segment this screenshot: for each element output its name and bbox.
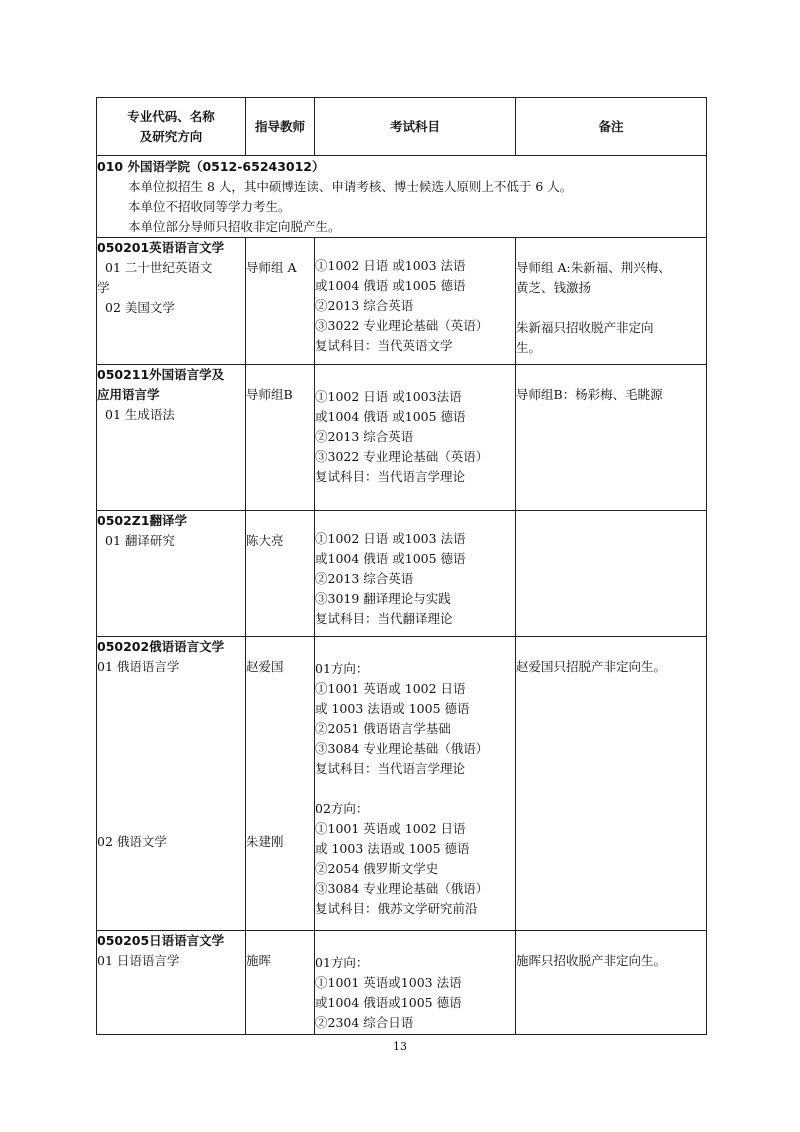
major-title: 050202俄语语言文学 (97, 639, 225, 654)
page-number: 13 (393, 1040, 407, 1053)
direction: 02 美国文学 (105, 300, 175, 315)
header-major: 专业代码、名称 及研究方向 (97, 98, 246, 156)
remarks-cell: 导师组 A:朱新福、荆兴梅、 黄芝、钱激扬 朱新福只招收脱产非定向 生。 (516, 238, 707, 365)
direction: 01 日语语言学 (97, 953, 180, 968)
admissions-table (96, 97, 707, 1035)
table-row (97, 637, 707, 931)
direction: 01 生成语法 (105, 407, 175, 422)
table-row (97, 511, 707, 637)
direction: 01 俄语语言学 (97, 659, 180, 674)
header-remarks: 备注 (516, 98, 707, 156)
direction: 02 俄语文学 (97, 834, 167, 849)
advisor-cell: 陈大亮 (246, 511, 315, 637)
table-row (97, 931, 707, 1035)
advisor-cell: 导师组B (246, 365, 315, 511)
table-row (97, 365, 707, 511)
unit-title: 010 外国语学院（0512-65243012） (97, 159, 325, 174)
unit-note: 本单位部分导师只招收非定向脱产生。 (128, 219, 341, 234)
direction: 01 二十世纪英语文 (105, 260, 213, 275)
major-title: 050201英语语言文学 (97, 240, 225, 255)
advisor-cell: 赵爱国 朱建刚 (246, 637, 315, 931)
exams-cell: ①1002 日语 或1003 法语 或1004 俄语 或1005 德语 ②2013 综合英语 ③3019 翻译理论与实践 复试科目：当代翻译理论 (315, 511, 516, 637)
unit-note: 本单位不招收同等学力考生。 (128, 199, 291, 214)
exams-cell: 01方向： ①1001 英语或 1002 日语 或 1003 法语或 1005 德语 ②2051 俄语语言学基础 ③3084 专业理论基础（俄语） 复试科目：当代语言学理论 02方向： ①1001 英语或 1002 日语 或 1003 法语或 1005 德语 ②2054 俄罗斯文学史 ③3084 专业理论基础（俄语） 复试科目：俄苏文学研究前沿 (315, 637, 516, 931)
major-title: 0502Z1翻译学 (97, 513, 188, 528)
table-row (97, 238, 707, 365)
advisor-cell: 施晖 (246, 931, 315, 1035)
unit-note: 本单位拟招生 8 人，其中硕博连读、申请考核、博士候选人原则上不低于 6 人。 (128, 179, 573, 194)
remarks-cell: 施晖只招收脱产非定向生。 (516, 931, 707, 1035)
exams-cell: ①1002 日语 或1003 法语 或1004 俄语 或1005 德语 ②2013 综合英语 ③3022 专业理论基础（英语） 复试科目：当代英语文学 (315, 238, 516, 365)
unit-row (97, 156, 707, 238)
unit-cell (97, 156, 707, 238)
major-title: 应用语言学 (97, 387, 160, 402)
advisor-cell: 导师组 A (246, 238, 315, 365)
remarks-cell: 导师组B：杨彩梅、毛眺源 (516, 365, 707, 511)
major-cell (97, 238, 246, 365)
major-title: 050211外国语言学及 (97, 367, 225, 382)
header-advisor: 指导教师 (246, 98, 315, 156)
major-cell (97, 637, 246, 931)
direction: 学 (97, 280, 110, 295)
exams-cell: ①1002 日语 或1003法语 或1004 俄语 或1005 德语 ②2013 综合英语 ③3022 专业理论基础（英语） 复试科目：当代语言学理论 (315, 365, 516, 511)
header-exams: 考试科目 (315, 98, 516, 156)
table-header-row (97, 98, 707, 156)
major-cell (97, 931, 246, 1035)
major-cell (97, 365, 246, 511)
remarks-cell (516, 511, 707, 637)
remarks-cell: 赵爱国只招脱产非定向生。 (516, 637, 707, 931)
direction: 01 翻译研究 (105, 533, 175, 548)
major-title: 050205日语语言文学 (97, 933, 225, 948)
major-cell (97, 511, 246, 637)
exams-cell: 01方向： ①1001 英语或1003 法语 或1004 俄语或1005 德语 ②2304 综合日语 (315, 931, 516, 1035)
